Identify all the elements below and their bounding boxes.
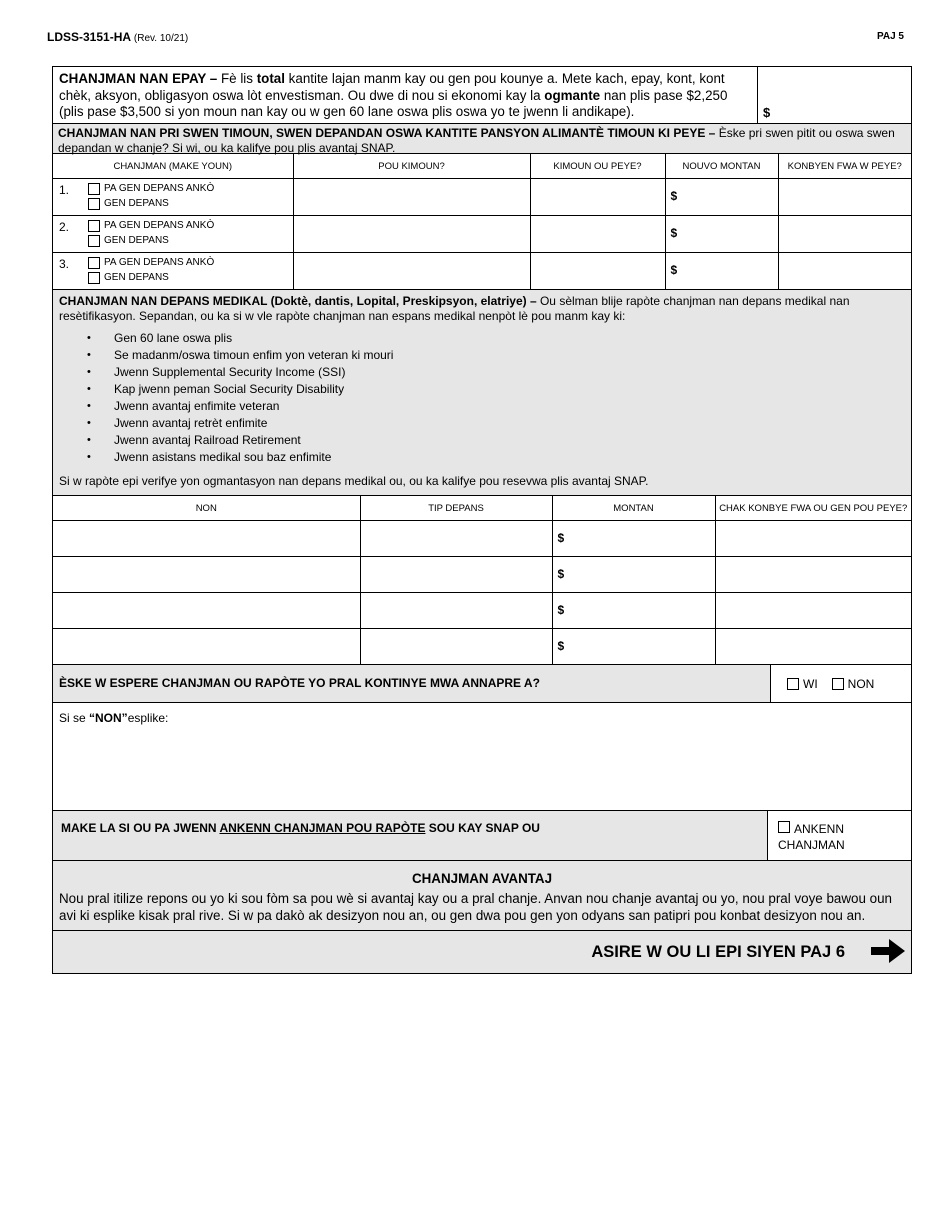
- column-header: KIMOUN OU PEYE?: [530, 154, 665, 179]
- new-amount-field[interactable]: $: [665, 216, 778, 253]
- explain-field[interactable]: Si se “NON”esplike:: [53, 703, 911, 811]
- form-id: [47, 30, 188, 44]
- column-header: MONTAN: [552, 496, 715, 521]
- list-item: • Jwenn avantaj Railroad Retirement: [114, 432, 905, 449]
- column-header: NOUVO MONTAN: [665, 154, 778, 179]
- no-expense-checkbox[interactable]: [88, 257, 100, 269]
- list-item: • Jwenn avantaj retrèt enfimite: [114, 415, 905, 432]
- new-amount-field[interactable]: $: [665, 253, 778, 290]
- currency-symbol: $: [763, 105, 771, 120]
- table-row: [53, 179, 911, 216]
- has-expense-checkbox[interactable]: [88, 272, 100, 284]
- savings-text: CHANJMAN NAN EPAY – Fè lis total kantite lajan manm kay ou gen pou kounye a. Mete kach, epay, kont, kont chèk, aksyon, obligasyon oswa lòt envestisman. Ou dwe di nou si ekonomi kay la ogmante nan plis pase $2,250 (plis pase $3,500 si yon moun nan kay ou w gen 60 lane oswa plis oswa yo te jwenn li andikape).: [53, 67, 758, 123]
- name-field[interactable]: [53, 521, 360, 557]
- expense-type-field[interactable]: [360, 593, 552, 629]
- frequency-field[interactable]: [715, 593, 911, 629]
- sign-reminder: ASIRE W OU LI EPI SIYEN PAJ 6: [591, 943, 845, 961]
- expense-type-field[interactable]: [360, 629, 552, 665]
- savings-amount-field[interactable]: [758, 67, 911, 123]
- table-row: [53, 521, 911, 557]
- yes-checkbox[interactable]: [787, 678, 799, 690]
- change-cell: 2. PA GEN DEPANS ANKÒ GEN DEPANS: [53, 216, 293, 253]
- form-body: [52, 66, 912, 974]
- list-item: • Jwenn asistans medikal sou baz enfimite: [114, 449, 905, 466]
- form-revision: (Rev. 10/21): [133, 33, 189, 44]
- frequency-field[interactable]: [778, 216, 911, 253]
- form-number: LDSS-3151-HA: [47, 30, 131, 44]
- column-header: TIP DEPANS: [360, 496, 552, 521]
- list-item: • Kap jwenn peman Social Security Disability: [114, 381, 905, 398]
- frequency-field[interactable]: [778, 179, 911, 216]
- child-support-table-wrap: [53, 154, 911, 290]
- continue-question-row: [53, 665, 911, 703]
- name-field[interactable]: [53, 593, 360, 629]
- page-number: PAJ 5: [876, 31, 904, 42]
- table-row: [53, 629, 911, 665]
- expense-type-field[interactable]: [360, 521, 552, 557]
- list-item: • Jwenn Supplemental Security Income (SSI): [114, 364, 905, 381]
- medical-table-wrap: [53, 496, 911, 665]
- no-change-checkbox[interactable]: [778, 821, 790, 833]
- new-amount-field[interactable]: $: [665, 179, 778, 216]
- table-row: [53, 593, 911, 629]
- amount-field[interactable]: $: [552, 629, 715, 665]
- child-support-table: [53, 154, 911, 289]
- for-whom-field[interactable]: [293, 179, 530, 216]
- change-cell: 1. PA GEN DEPANS ANKÒ GEN DEPANS: [53, 179, 293, 216]
- table-row: [53, 253, 911, 290]
- medical-expenses-section: [53, 290, 911, 496]
- savings-section: [53, 67, 911, 124]
- list-item: • Gen 60 lane oswa plis: [114, 330, 905, 347]
- amount-field[interactable]: $: [552, 521, 715, 557]
- benefit-change-section: [53, 861, 911, 931]
- list-item: • Se madanm/oswa timoun enfim yon veteran ki mouri: [114, 347, 905, 364]
- who-paid-field[interactable]: [530, 179, 665, 216]
- medical-note: Si w rapòte epi verifye yon ogmantasyon nan depans medikal ou, ou ka kalifye pou resevwa plis avantaj SNAP.: [59, 474, 649, 488]
- arrow-right-icon: [869, 936, 907, 971]
- frequency-field[interactable]: [715, 629, 911, 665]
- has-expense-checkbox[interactable]: [88, 198, 100, 210]
- amount-field[interactable]: $: [552, 593, 715, 629]
- expense-type-field[interactable]: [360, 557, 552, 593]
- has-expense-checkbox[interactable]: [88, 235, 100, 247]
- medical-eligibility-list: [59, 330, 905, 466]
- table-row: [53, 216, 911, 253]
- no-change-row: [53, 811, 911, 861]
- no-expense-checkbox[interactable]: [88, 220, 100, 232]
- column-header: KONBYEN FWA W PEYE?: [778, 154, 911, 179]
- no-checkbox[interactable]: [832, 678, 844, 690]
- column-header: NON: [53, 496, 360, 521]
- no-change-text: MAKE LA SI OU PA JWENN ANKENN CHANJMAN POU RAPÒTE SOU KAY SNAP OU: [53, 811, 768, 860]
- column-header: CHAK KONBYE FWA OU GEN POU PEYE?: [715, 496, 911, 521]
- column-header: CHANJMAN (MAKE YOUN): [53, 154, 293, 179]
- change-cell: 3. PA GEN DEPANS ANKÒ GEN DEPANS: [53, 253, 293, 290]
- benefit-change-title: CHANJMAN AVANTAJ: [411, 871, 553, 886]
- child-support-section: CHANJMAN NAN PRI SWEN TIMOUN, SWEN DEPANDAN OSWA KANTITE PANSYON ALIMANTÈ TIMOUN KI PEYE – Èske pri swen pitit ou oswa swen depandan w chanje? Si wi, ou ka kalifye pou plis avantaj SNAP.: [53, 124, 911, 154]
- for-whom-field[interactable]: [293, 253, 530, 290]
- column-header: POU KIMOUN?: [293, 154, 530, 179]
- benefit-change-text: Nou pral itilize repons ou yo ki sou fòm sa pou wè si avantaj kay ou a pral chanje. Anvan nou chanje avantaj ou yo, nou pral voye bawou oun avi ki esplike kisak pral rive. Si w pa dakò ak desizyon nou an, ou gen dwa pou gen yon odyans san patipri pou konbat desizyon nou an.: [59, 891, 892, 923]
- no-change-option: ANKENN CHANJMAN: [768, 811, 911, 860]
- frequency-field[interactable]: [715, 557, 911, 593]
- for-whom-field[interactable]: [293, 216, 530, 253]
- who-paid-field[interactable]: [530, 216, 665, 253]
- footer: [53, 931, 911, 973]
- name-field[interactable]: [53, 557, 360, 593]
- name-field[interactable]: [53, 629, 360, 665]
- table-row: [53, 557, 911, 593]
- continue-options: WI NON: [771, 665, 911, 702]
- frequency-field[interactable]: [778, 253, 911, 290]
- no-expense-checkbox[interactable]: [88, 183, 100, 195]
- who-paid-field[interactable]: [530, 253, 665, 290]
- amount-field[interactable]: $: [552, 557, 715, 593]
- continue-question: ÈSKE W ESPERE CHANJMAN OU RAPÒTE YO PRAL KONTINYE MWA ANNAPRE A?: [53, 665, 771, 702]
- medical-table: [53, 496, 911, 664]
- medical-intro: CHANJMAN NAN DEPANS MEDIKAL (Doktè, dantis, Lopital, Preskipsyon, elatriye) – Ou sèlman blije rapòte chanjman nan depans medikal nan resètifikasyon. Sepandan, ou ka si w vle rapòte chanjman nan espans medikal nenpòt lè pou manm kay ki:: [59, 294, 850, 323]
- frequency-field[interactable]: [715, 521, 911, 557]
- list-item: • Jwenn avantaj enfimite veteran: [114, 398, 905, 415]
